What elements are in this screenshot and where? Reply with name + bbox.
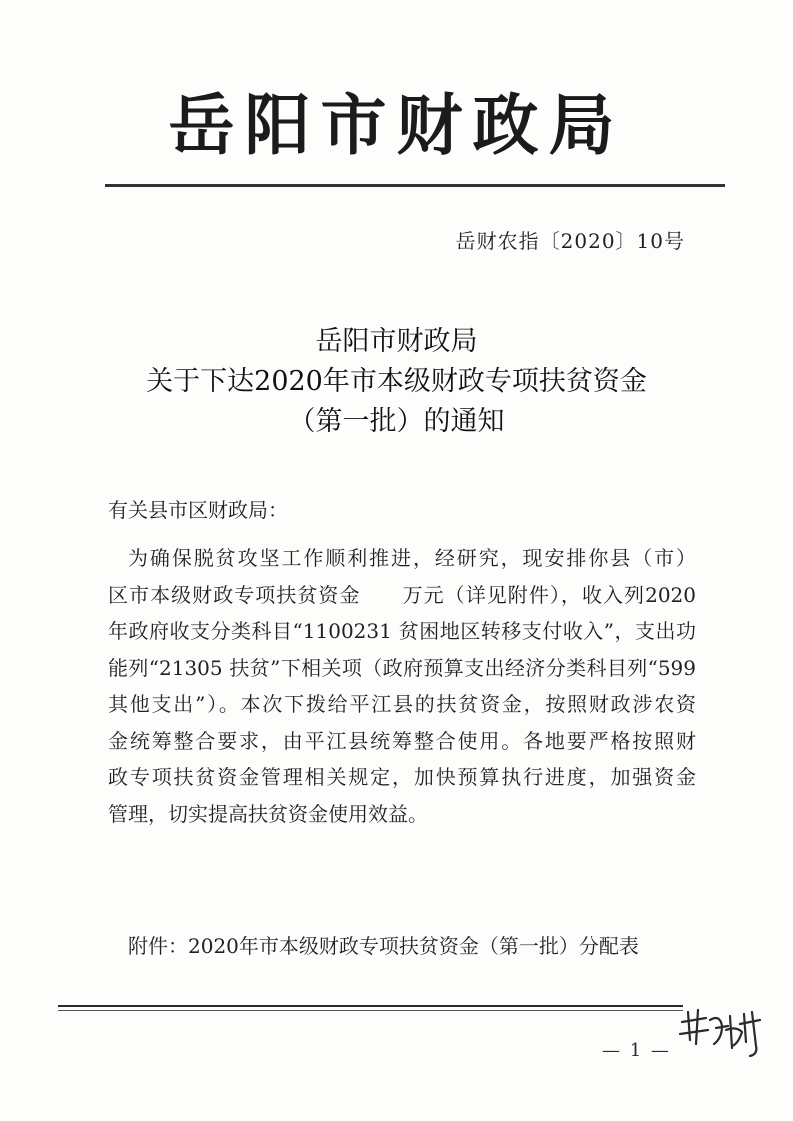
addressee: 有关县市区财政局：: [108, 498, 288, 522]
body-line: 能列“21305 扶贫”下相关项（政府预算支出经济分类科目列“599: [108, 655, 696, 680]
title-line-2: 关于下达2020年市本级财政专项扶贫资金: [146, 366, 647, 397]
notice-title: [60, 322, 733, 442]
body-line: 政专项扶贫资金管理相关规定，加快预算执行进度，加强资金: [108, 765, 696, 789]
body-line: 管理，切实提高扶贫资金使用效益。: [108, 801, 428, 826]
footer-rule-thin: [58, 1010, 683, 1011]
masthead-rule: [105, 184, 725, 187]
footer-rule: [58, 1005, 683, 1007]
body-line: 其他支出”）。本次下拨给平江县的扶贫资金，按照财政涉农资: [108, 692, 696, 716]
document-number: 岳财农指〔2020〕10号: [455, 229, 685, 253]
attachment-note: 附件：2020年市本级财政专项扶贫资金（第一批）分配表: [128, 934, 639, 958]
body-line: 年政府收支分类科目“1100231 贫困地区转移支付收入”，支出功: [108, 619, 696, 643]
body-line: 金统筹整合要求，由平江县统筹整合使用。各地要严格按照财: [108, 728, 696, 753]
handwritten-signature: [676, 1000, 766, 1066]
title-line-3: （第一批）的通知: [288, 406, 505, 437]
page-number: — 1 —: [602, 1040, 671, 1061]
body-line: 区市本级财政专项扶贫资金 万元（详见附件），收入列2020: [108, 582, 696, 607]
masthead-title: 岳阳市财政局: [168, 86, 625, 164]
body-paragraph: [108, 540, 696, 832]
body-line: 为确保脱贫攻坚工作顺利推进，经研究，现安排你县（市）: [128, 546, 696, 570]
title-line-1: 岳阳市财政局: [315, 326, 478, 357]
